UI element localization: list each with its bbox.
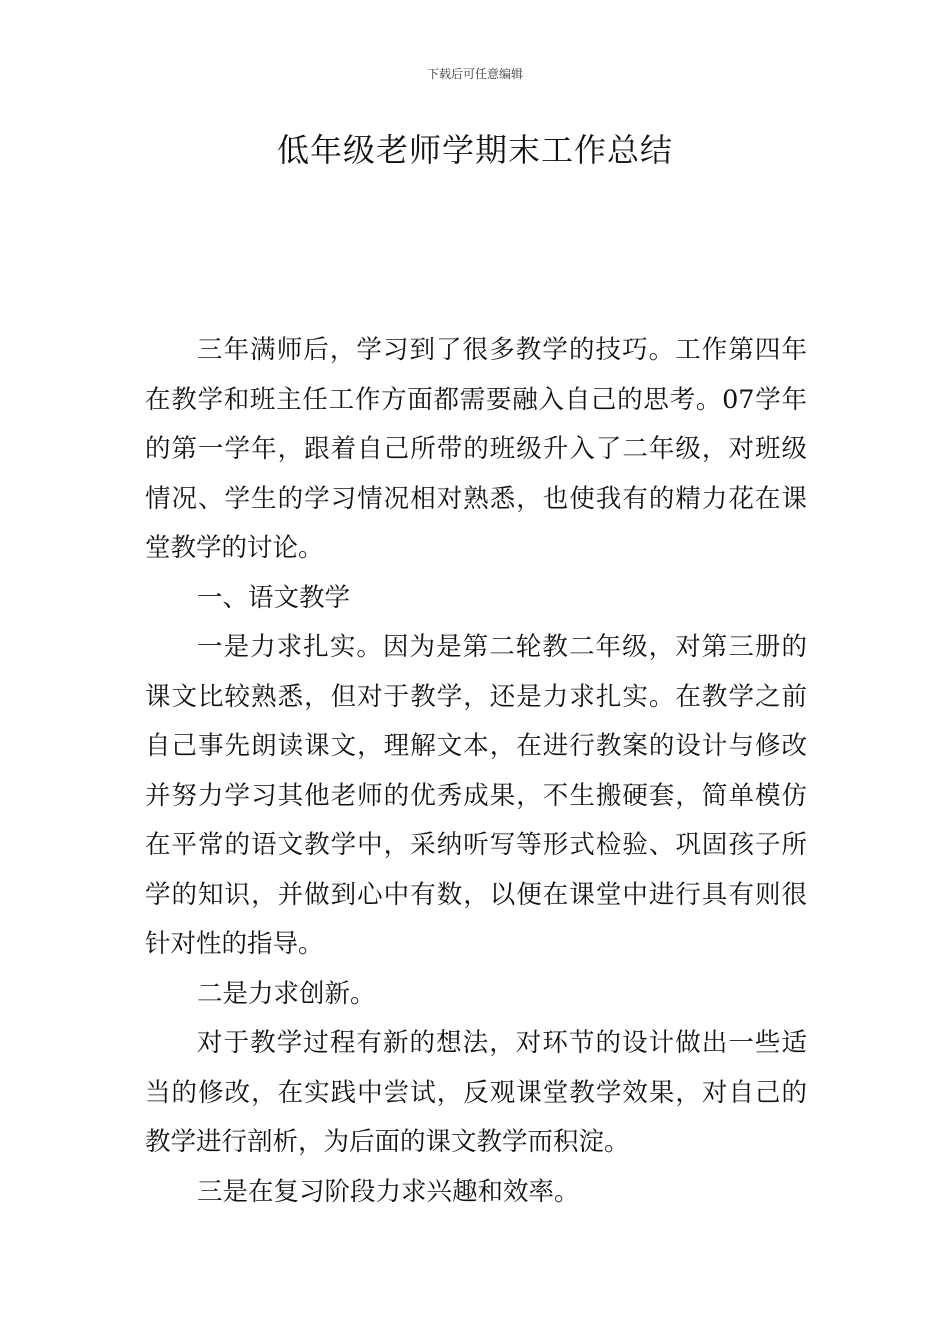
section-heading-chinese-teaching: 一、语文教学: [197, 582, 351, 613]
paragraph-point-one: 一是力求扎实。因为是第二轮教二年级，对第三册的课文比较熟悉，但对于教学，还是力求扎实。在教学之前自己事先朗读课文，理解文本，在进行教案的设计与修改并努力学习其他老师的优秀成果，不生搬硬套，简单模仿在平常的语文教学中，采纳听写等形式检验、巩固孩子所学的知识，并做到心中有数，以便在课堂中进行具有则很针对性的指导。: [145, 632, 807, 959]
document-body: [145, 326, 807, 1217]
header-note: 下载后可任意编辑: [426, 67, 523, 81]
document-title: 低年级老师学期末工作总结: [276, 131, 673, 169]
paragraph-intro: 三年满师后，学习到了很多教学的技巧。工作第四年在教学和班主任工作方面都需要融入自己的思考。07学年的第一学年，跟着自己所带的班级升入了二年级，对班级情况、学生的学习情况相对熟悉，也使我有的精力花在课堂教学的讨论。: [145, 335, 807, 563]
paragraph-point-two-detail: 对于教学过程有新的想法，对环节的设计做出一些适当的修改，在实践中尝试，反观课堂教学效果，对自己的教学进行剖析，为后面的课文教学而积淀。: [145, 1028, 807, 1157]
paragraph-point-two: 二是力求创新。: [197, 978, 376, 1009]
paragraph-point-three: 三是在复习阶段力求兴趣和效率。: [197, 1176, 580, 1207]
